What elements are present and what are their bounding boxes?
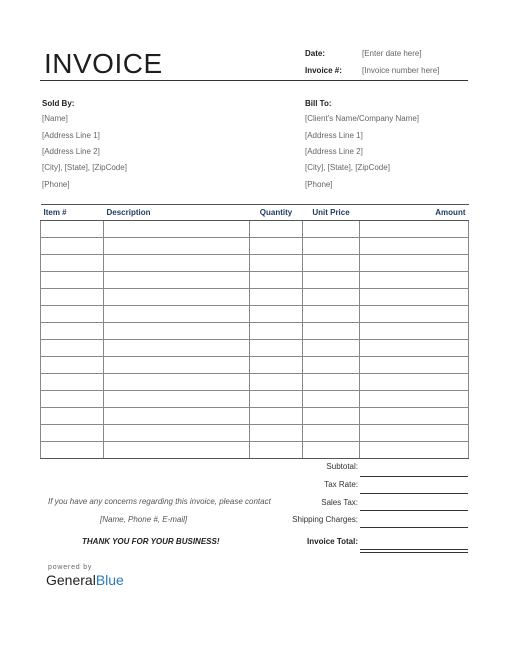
description-cell[interactable] [104,221,250,238]
description-cell[interactable] [104,340,250,357]
sold-by-name[interactable]: [Name] [42,114,68,123]
item-number-cell[interactable] [41,238,104,255]
quantity-cell[interactable] [250,289,303,306]
table-row [41,357,469,374]
item-number-cell[interactable] [41,272,104,289]
unit-price-cell[interactable] [303,340,360,357]
amount-cell[interactable] [360,425,469,442]
subtotal-field[interactable] [360,476,468,477]
amount-cell[interactable] [360,289,469,306]
title-divider [40,80,468,81]
description-cell[interactable] [104,442,250,459]
table-row [41,306,469,323]
quantity-cell[interactable] [250,357,303,374]
quantity-cell[interactable] [250,425,303,442]
invoice-number-value[interactable]: [Invoice number here] [362,66,440,75]
quantity-cell[interactable] [250,272,303,289]
tax-rate-label: Tax Rate: [324,480,358,489]
item-number-cell[interactable] [41,306,104,323]
quantity-cell[interactable] [250,255,303,272]
table-header-row [41,205,469,221]
table-row [41,221,469,238]
col-header-quantity: Quantity [250,205,303,221]
invoice-total-double-rule [360,552,468,553]
bill-to-client-name[interactable]: [Client's Name/Company Name] [305,114,420,123]
sold-by-block [42,114,242,194]
amount-cell[interactable] [360,221,469,238]
concerns-note: If you have any concerns regarding this invoice, please contact [48,497,271,506]
invoice-total-field[interactable] [360,549,468,550]
unit-price-cell[interactable] [303,374,360,391]
amount-cell[interactable] [360,357,469,374]
invoice-number-label: Invoice #: [305,66,342,75]
amount-cell[interactable] [360,408,469,425]
quantity-cell[interactable] [250,221,303,238]
item-number-cell[interactable] [41,323,104,340]
amount-cell[interactable] [360,323,469,340]
unit-price-cell[interactable] [303,391,360,408]
invoice-total-label: Invoice Total: [307,537,358,546]
item-number-cell[interactable] [41,442,104,459]
item-number-cell[interactable] [41,408,104,425]
table-body [41,221,469,459]
amount-cell[interactable] [360,306,469,323]
amount-cell[interactable] [360,391,469,408]
table-row [41,408,469,425]
unit-price-cell[interactable] [303,306,360,323]
table-row [41,374,469,391]
description-cell[interactable] [104,357,250,374]
table-row [41,323,469,340]
unit-price-cell[interactable] [303,255,360,272]
thank-you-message: THANK YOU FOR YOUR BUSINESS! [82,537,220,546]
unit-price-cell[interactable] [303,323,360,340]
quantity-cell[interactable] [250,238,303,255]
description-cell[interactable] [104,408,250,425]
bill-to-address-1[interactable]: [Address Line 1] [305,131,363,140]
line-items-table [40,204,469,459]
subtotal-label: Subtotal: [326,462,358,471]
unit-price-cell[interactable] [303,357,360,374]
unit-price-cell[interactable] [303,272,360,289]
item-number-cell[interactable] [41,255,104,272]
description-cell[interactable] [104,289,250,306]
date-value[interactable]: [Enter date here] [362,49,422,58]
invoice-title: INVOICE [44,48,163,79]
table-row [41,272,469,289]
description-cell[interactable] [104,425,250,442]
bill-to-heading: Bill To: [305,99,332,108]
quantity-cell[interactable] [250,374,303,391]
col-header-unit-price: Unit Price [303,205,360,221]
brand-name-blue: Blue [95,572,124,588]
amount-cell[interactable] [360,442,469,459]
sold-by-address-2[interactable]: [Address Line 2] [42,147,100,156]
table-row [41,442,469,459]
item-number-cell[interactable] [41,340,104,357]
unit-price-cell[interactable] [303,425,360,442]
table-row [41,289,469,306]
table-row [41,255,469,272]
col-header-description: Description [104,205,250,221]
contact-placeholder[interactable]: [Name, Phone #, E-mail] [100,515,188,524]
description-cell[interactable] [104,272,250,289]
sold-by-phone[interactable]: [Phone] [42,180,70,189]
unit-price-cell[interactable] [303,238,360,255]
table-row [41,391,469,408]
amount-cell[interactable] [360,340,469,357]
description-cell[interactable] [104,306,250,323]
item-number-cell[interactable] [41,374,104,391]
table-row [41,238,469,255]
bill-to-phone[interactable]: [Phone] [305,180,333,189]
unit-price-cell[interactable] [303,221,360,238]
sales-tax-label: Sales Tax: [321,498,358,507]
quantity-cell[interactable] [250,340,303,357]
shipping-charges-label: Shipping Charges: [292,515,358,524]
description-cell[interactable] [104,255,250,272]
bill-to-address-2[interactable]: [Address Line 2] [305,147,363,156]
bill-to-city-state-zip[interactable]: [City], [State], [ZipCode] [305,163,390,172]
shipping-charges-field[interactable] [360,527,468,528]
description-cell[interactable] [104,323,250,340]
item-number-cell[interactable] [41,391,104,408]
bill-to-block [305,114,485,194]
unit-price-cell[interactable] [303,289,360,306]
item-number-cell[interactable] [41,425,104,442]
sold-by-address-1[interactable]: [Address Line 1] [42,131,100,140]
brand-name-general: General [46,572,96,588]
description-cell[interactable] [104,374,250,391]
item-number-cell[interactable] [41,357,104,374]
item-number-cell[interactable] [41,289,104,306]
quantity-cell[interactable] [250,323,303,340]
quantity-cell[interactable] [250,391,303,408]
description-cell[interactable] [104,238,250,255]
date-label: Date: [305,49,326,58]
tax-rate-field[interactable] [360,493,468,494]
unit-price-cell[interactable] [303,442,360,459]
amount-cell[interactable] [360,272,469,289]
col-header-item-number: Item # [41,205,104,221]
sold-by-heading: Sold By: [42,99,75,108]
sold-by-city-state-zip[interactable]: [City], [State], [ZipCode] [42,163,127,172]
description-cell[interactable] [104,391,250,408]
quantity-cell[interactable] [250,408,303,425]
powered-by-text: powered by [48,564,93,571]
unit-price-cell[interactable] [303,408,360,425]
table-row [41,425,469,442]
table-row [41,340,469,357]
item-number-cell[interactable] [41,221,104,238]
amount-cell[interactable] [360,374,469,391]
col-header-amount: Amount [360,205,469,221]
sales-tax-field[interactable] [360,510,468,511]
quantity-cell[interactable] [250,306,303,323]
amount-cell[interactable] [360,238,469,255]
generalblue-logo[interactable] [46,572,124,588]
amount-cell[interactable] [360,255,469,272]
quantity-cell[interactable] [250,442,303,459]
